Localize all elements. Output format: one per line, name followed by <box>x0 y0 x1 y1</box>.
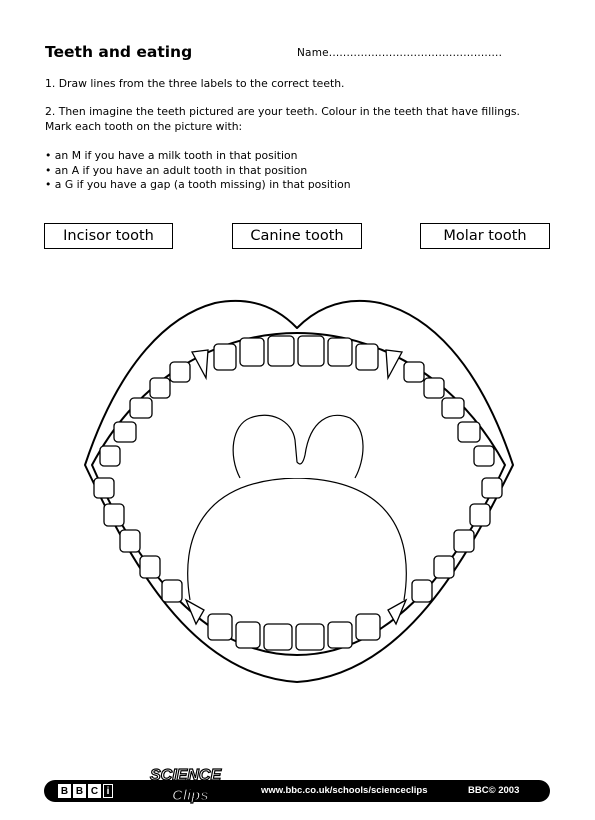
bbc-logo-letter: i <box>103 784 113 798</box>
tooth-upper-incisor <box>214 344 236 370</box>
tooth-upper-molar <box>100 446 120 466</box>
tooth-lower-incisor <box>296 624 324 650</box>
tooth-lower-molar <box>470 504 490 526</box>
tooth-lower-molar <box>94 478 114 498</box>
name-field[interactable]: Name................................................. <box>297 47 503 59</box>
tooth-lower-incisor <box>208 614 232 640</box>
bullet-milk-tooth: • an M if you have a milk tooth in that position <box>45 149 298 162</box>
tooth-upper-molar <box>424 378 444 398</box>
tooth-upper-molar <box>150 378 170 398</box>
tooth-lower-incisor <box>236 622 260 648</box>
tooth-lower-molar <box>482 478 502 498</box>
bullet-adult-tooth: • an A if you have an adult tooth in that position <box>45 163 308 177</box>
bullet-gap: • a G if you have a gap (a tooth missing) in that position <box>45 178 351 191</box>
instruction-step-2: 2. Then imagine the teeth pictured are your teeth. Colour in the teeth that have fillings. Mark each tooth on the picture with: <box>45 105 520 133</box>
footer-copyright: BBC© 2003 <box>468 785 520 796</box>
bbc-logo-letter: C <box>88 784 101 798</box>
label-canine-tooth[interactable]: Canine tooth <box>232 223 362 249</box>
tooth-lower-incisor <box>356 614 380 640</box>
tooth-lower-molar <box>412 580 432 602</box>
tooth-upper-molar <box>442 398 464 418</box>
tooth-lower-molar <box>162 580 182 602</box>
tooth-lower-incisor <box>328 622 352 648</box>
page-title: Teeth and eating <box>45 43 193 61</box>
label-molar-tooth[interactable]: Molar tooth <box>420 223 550 249</box>
tooth-upper-molar <box>170 362 190 382</box>
bbc-logo <box>58 784 113 798</box>
tooth-upper-molar <box>130 398 152 418</box>
instruction-step-1: 1. Draw lines from the three labels to the correct teeth. <box>45 77 345 90</box>
tooth-upper-incisor <box>298 336 324 366</box>
tooth-lower-molar <box>120 530 140 552</box>
logo-top-text: SCIENCE <box>150 767 222 784</box>
tooth-upper-incisor <box>268 336 294 366</box>
tooth-lower-molar <box>434 556 454 578</box>
tooth-lower-molar <box>140 556 160 578</box>
tooth-upper-molar <box>114 422 136 442</box>
tooth-upper-incisor <box>328 338 352 366</box>
science-clips-logo <box>144 762 254 806</box>
tooth-upper-incisor <box>356 344 378 370</box>
bbc-logo-letter: B <box>58 784 71 798</box>
label-incisor-tooth[interactable]: Incisor tooth <box>44 223 173 249</box>
tooth-lower-molar <box>104 504 124 526</box>
tooth-lower-incisor <box>264 624 292 650</box>
tooth-upper-molar <box>474 446 494 466</box>
footer-bar <box>44 767 550 804</box>
bbc-logo-letter: B <box>73 784 86 798</box>
footer-url[interactable]: www.bbc.co.uk/schools/scienceclips <box>261 785 428 796</box>
tooth-upper-molar <box>458 422 480 442</box>
tooth-upper-molar <box>404 362 424 382</box>
logo-bottom-text: Clips <box>172 787 209 804</box>
tooth-lower-molar <box>454 530 474 552</box>
tooth-upper-incisor <box>240 338 264 366</box>
